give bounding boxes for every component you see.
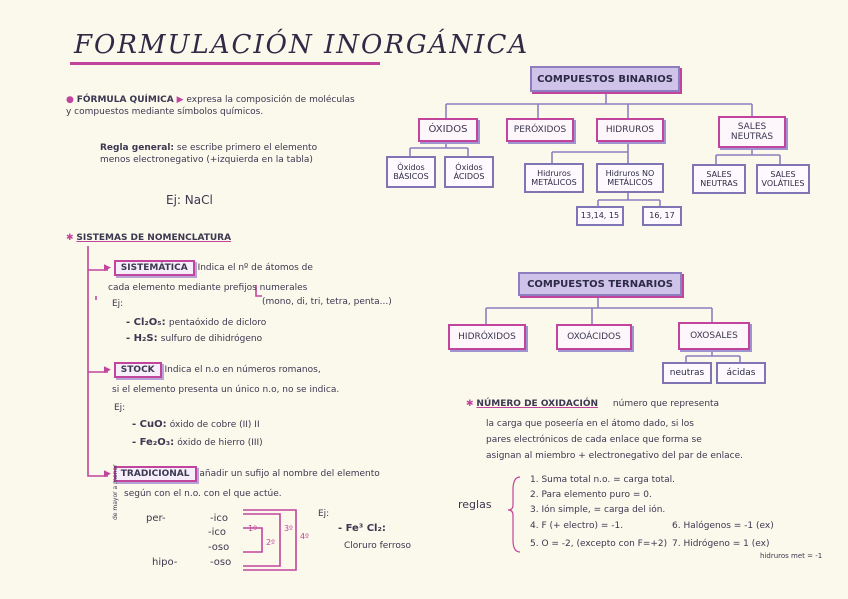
rules-label: reglas: [458, 498, 492, 511]
mark-3: 3º: [284, 524, 293, 533]
ex1-name: pentaóxido de dicloro: [168, 318, 267, 328]
ex2-formula: - H₂S:: [126, 333, 158, 344]
rule-heading: Regla general:: [100, 143, 175, 153]
sistematica-line2: cada elemento mediante prefijos numerales: [108, 283, 308, 293]
rule-7: 7. Hidrógeno = 1 (ex): [672, 539, 770, 549]
rule-section: [100, 142, 390, 166]
ternary-oxosales: OXOSALES: [678, 322, 750, 350]
stock-ex1-name: óxido de cobre (II) II: [169, 420, 260, 430]
sales-neutras: SALES NEUTRAS: [692, 164, 746, 194]
stock-label: STOCK: [114, 362, 162, 378]
arrow-right-icon: ▶: [104, 469, 111, 479]
tradicional-ex-name: Cloruro ferroso: [344, 541, 412, 551]
stock-ex1-formula: - CuO:: [132, 419, 167, 430]
prefix-hipo: hipo-: [152, 557, 178, 568]
bullet-icon: ✱: [66, 233, 74, 243]
oxidation-line3: pares electrónicos de cada enlace que forma se: [486, 435, 702, 445]
tradicional-ej: Ej:: [318, 509, 330, 519]
sistematica-ej: Ej:: [112, 299, 124, 309]
title-underline: [70, 62, 380, 65]
tradicional-section: [104, 468, 424, 480]
formula-line2: y compuestos mediante símbolos químicos.: [66, 107, 264, 118]
tradicional-line1: añadir un sufijo al nombre del elemento: [199, 469, 380, 479]
arrow-right-icon: ▶: [176, 95, 184, 105]
hidruros-group-2: 16, 17: [642, 206, 682, 226]
tradicional-label: TRADICIONAL: [114, 466, 197, 482]
formula-example: Ej: NaCl: [166, 193, 213, 207]
suffix-2: -ico: [208, 527, 227, 538]
stock-ex2-formula: - Fe₂O₃:: [132, 437, 175, 448]
oxidos-acidos: Óxidos ÁCIDOS: [444, 156, 494, 188]
oxidation-section: [466, 398, 806, 410]
stock-ex2-name: óxido de hierro (III): [177, 438, 263, 448]
bullet-icon: ✱: [466, 399, 474, 409]
suffix-3: -oso: [208, 542, 230, 553]
sistematica-prefixes: (mono, di, tri, tetra, penta...): [262, 297, 392, 307]
stock-section: [104, 364, 414, 376]
sistematica-section: [104, 262, 404, 274]
formula-heading: FÓRMULA QUÍMICA: [76, 95, 174, 105]
sistematica-line1: Indica el nº de átomos de: [197, 263, 313, 273]
rule-4: 4. F (+ electro) = -1.: [530, 521, 624, 531]
binary-oxidos: ÓXIDOS: [418, 118, 478, 142]
ternary-hidroxidos: HIDRÓXIDOS: [448, 324, 526, 350]
order-side-label: de mayor a menor: [112, 464, 119, 520]
hidruros-no-metalicos: Hidruros NO METÁLICOS: [596, 163, 664, 193]
formula-section: [66, 94, 386, 118]
binary-root: COMPUESTOS BINARIOS: [530, 66, 680, 92]
sistematica-ex1: [126, 316, 266, 330]
oxidation-line2: la carga que poseería en el átomo dado, si los: [486, 419, 694, 429]
rule-3: 3. Ión simple, = carga del ión.: [530, 505, 666, 515]
mark-4: 4º: [300, 532, 309, 541]
nomenclature-heading-wrap: [66, 232, 231, 244]
arrow-right-icon: ▶: [104, 263, 111, 273]
oxidation-line4: asignan al miembro + electronegativo del par de enlace.: [486, 451, 744, 461]
mark-2: 2º: [266, 538, 275, 547]
ternary-oxoacidos: OXOÁCIDOS: [556, 324, 632, 350]
binary-peroxidos: PERÓXIDOS: [506, 118, 574, 142]
rule-7-note: hidruros met = -1: [760, 552, 823, 560]
suffix-4: -oso: [210, 557, 232, 568]
mark-1: 1º: [248, 524, 257, 533]
nomenclature-heading: SISTEMAS DE NOMENCLATURA: [76, 233, 232, 243]
stock-line1: Indica el n.o en números romanos,: [164, 365, 321, 375]
rule-5: 5. O = -2, (excepto con F=+2): [530, 539, 668, 549]
rule-1: 1. Suma total n.o. = carga total.: [530, 475, 676, 485]
tradicional-line2: según con el n.o. con el que actúe.: [124, 489, 282, 499]
hidruros-metalicos: Hidruros METÁLICOS: [524, 163, 584, 193]
binary-sales: SALES NEUTRAS: [718, 116, 786, 148]
oxosales-neutras: neutras: [662, 362, 712, 384]
rule-6: 6. Halógenos = -1 (ex): [672, 521, 774, 531]
oxidation-heading: NÚMERO DE OXIDACIÓN: [476, 399, 599, 409]
stock-ex1: [132, 418, 260, 432]
suffix-1: -ico: [210, 513, 229, 524]
sistematica-ex2: [126, 332, 262, 346]
sales-volatiles: SALES VOLÁTILES: [756, 164, 810, 194]
ex1-formula: - Cl₂O₅:: [126, 317, 166, 328]
hidruros-group-1: 13,14, 15: [576, 206, 624, 226]
rule-line1: se escribe primero el elemento: [176, 143, 318, 153]
stock-ej: Ej:: [114, 403, 126, 413]
stock-ex2: [132, 436, 263, 450]
binary-hidruros: HIDRUROS: [596, 118, 664, 142]
oxidos-basicos: Óxidos BÁSICOS: [386, 156, 436, 188]
sistematica-label: SISTEMÁTICA: [114, 260, 195, 276]
oxidation-line1: número que representa: [612, 399, 720, 409]
ex2-name: sulfuro de dihidrógeno: [160, 334, 263, 344]
rule-line2: menos electronegativo (+izquierda en la tabla): [100, 155, 313, 166]
tradicional-ex-formula: - Fe³ Cl₂:: [338, 523, 386, 534]
prefix-per: per-: [146, 513, 166, 524]
formula-line1: expresa la composición de moléculas: [186, 95, 355, 105]
ternary-root: COMPUESTOS TERNARIOS: [518, 272, 682, 296]
stock-line2: si el elemento presenta un único n.o, no se indica.: [112, 385, 340, 395]
arrow-right-icon: ▶: [104, 365, 111, 375]
page-title: FORMULACIÓN INORGÁNICA: [74, 30, 530, 60]
oxosales-acidas: ácidas: [716, 362, 766, 384]
rule-2: 2. Para elemento puro = 0.: [530, 490, 652, 500]
bullet-icon: ●: [66, 95, 74, 105]
